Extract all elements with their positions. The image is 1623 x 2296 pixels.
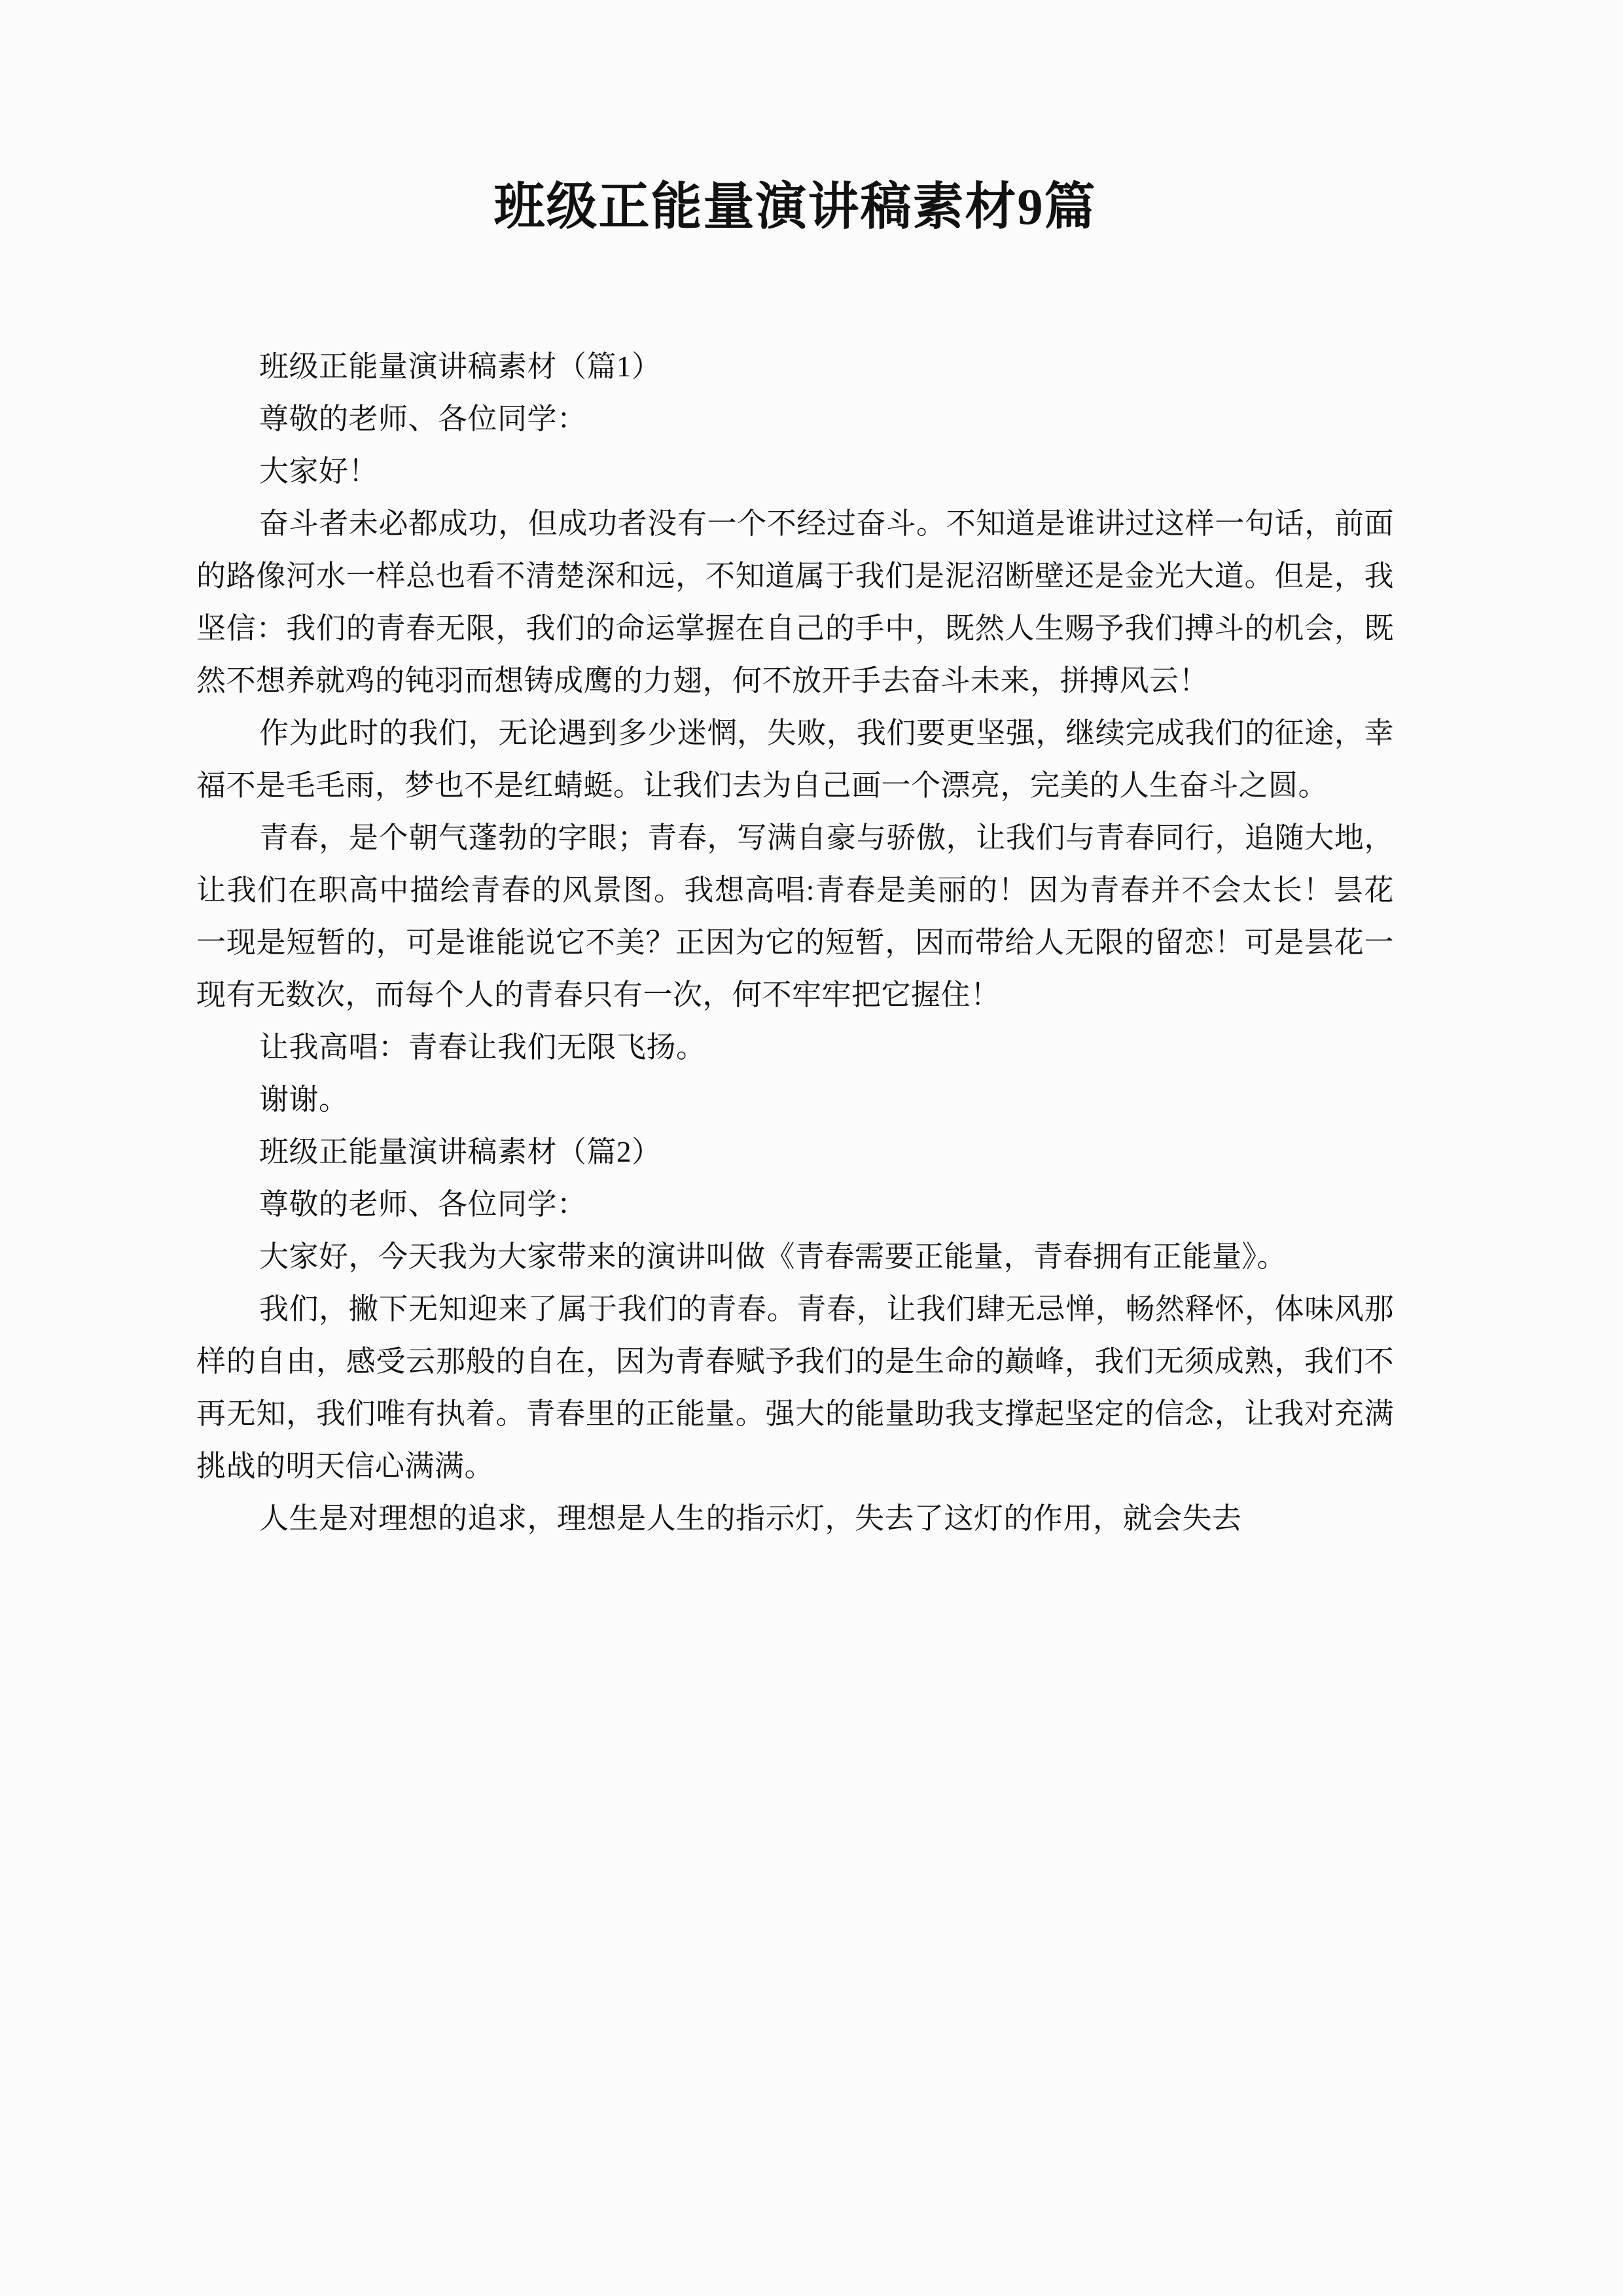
page-content-area: [196, 0, 1394, 2296]
paragraph: 让我高唱：青春让我们无限飞扬。: [259, 1031, 706, 1064]
section-heading-2: 班级正能量演讲稿素材（篇2）: [259, 1136, 662, 1168]
paragraph: 大家好，今天我为大家带来的演讲叫做《青春需要正能量，青春拥有正能量》。: [259, 1240, 1287, 1273]
paragraph: 我们，撇下无知迎来了属于我们的青春。青春，让我们肆无忌惮，畅然释怀，体味风那样的自由，感受云那般的自在，因为青春赋予我们的是生命的巅峰，我们无须成熟，我们不再无知，我们唯有执着。青春里的正能量。强大的能量助我支撑起坚定的信念，让我对充满挑战的明天信心满满。: [196, 1293, 1394, 1482]
salutation-1: 尊敬的老师、各位同学：: [259, 403, 587, 435]
paragraph: 人生是对理想的追求，理想是人生的指示灯，失去了这灯的作用，就会失去: [259, 1502, 1242, 1535]
paragraph: 奋斗者未必都成功，但成功者没有一个不经过奋斗。不知道是谁讲过这样一句话，前面的路像河水一样总也看不清楚深和远，不知道属于我们是泥沼断壁还是金光大道。但是，我坚信：我们的青春无限，我们的命运掌握在自己的手中，既然人生赐予我们搏斗的机会，既然不想养就鸡的钝羽而想铸成鹰的力翅，何不放开手去奋斗未来，拼搏风云！: [196, 507, 1394, 697]
greeting-1: 大家好！: [259, 455, 379, 488]
document-body: [196, 340, 1394, 1545]
salutation-2: 尊敬的老师、各位同学：: [259, 1188, 587, 1221]
paragraph: 青春，是个朝气蓬勃的字眼；青春，写满自豪与骄傲，让我们与青春同行，追随大地，让我们在职高中描绘青春的风景图。我想高唱:青春是美丽的！因为青春并不会太长！昙花一现是短暂的，可是谁能说它不美？正因为它的短暂，因而带给人无限的留恋！可是昙花一现有无数次，而每个人的青春只有一次，何不牢牢把它握住！: [196, 821, 1394, 1011]
page-title: 班级正能量演讲稿素材9篇: [493, 178, 1097, 235]
closing-thanks-1: 谢谢。: [259, 1083, 349, 1116]
paragraph: 作为此时的我们，无论遇到多少迷惘，失败，我们要更坚强，继续完成我们的征途，幸福不是毛毛雨，梦也不是红蜻蜓。让我们去为自己画一个漂亮，完美的人生奋斗之圆。: [196, 717, 1394, 802]
section-heading-1: 班级正能量演讲稿素材（篇1）: [259, 350, 662, 383]
